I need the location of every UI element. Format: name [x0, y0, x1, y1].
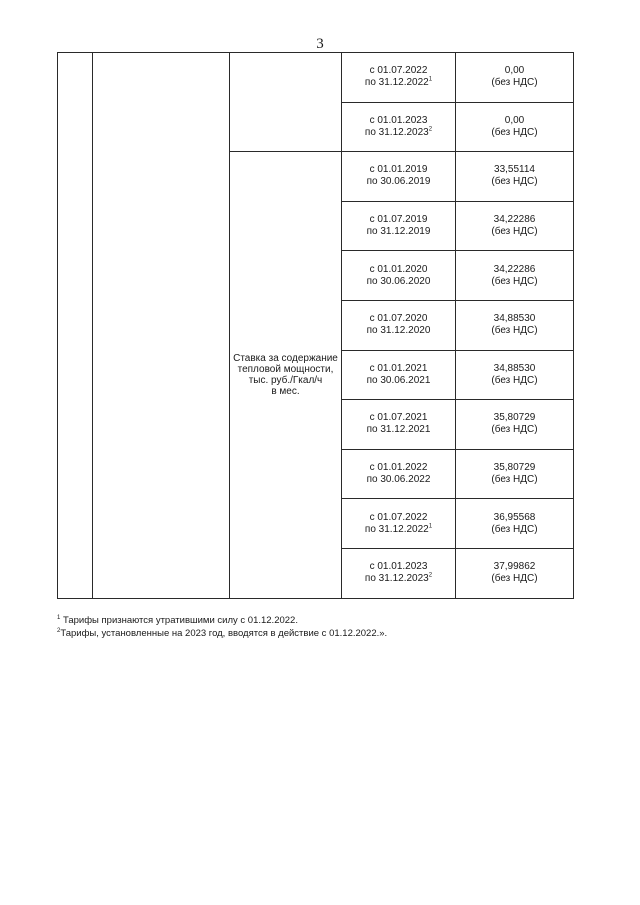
page-number: 3: [316, 36, 324, 52]
vat-note: (без НДС): [491, 374, 538, 386]
period-end: по 30.06.2019: [366, 176, 431, 188]
value-cell: [456, 350, 574, 400]
vat-note: (без НДС): [491, 77, 538, 89]
footnote-ref: 2: [428, 126, 433, 133]
period-cell: [342, 201, 456, 251]
period-start: с 01.01.2023: [369, 114, 428, 126]
tariff-value: 34,22286: [493, 263, 536, 275]
vat-note: (без НДС): [491, 176, 538, 188]
period-start: с 01.07.2019: [369, 214, 428, 226]
value-cell: [456, 152, 574, 202]
period-cell: [342, 300, 456, 350]
period-cell: [342, 251, 456, 301]
indicator-cell: [230, 152, 342, 598]
footnote-text: Тарифы признаются утратившими силу с 01.12.2022.: [62, 615, 298, 626]
tariff-table: [57, 52, 574, 599]
period-start: с 01.07.2021: [369, 412, 428, 424]
period-cell: [342, 152, 456, 202]
vat-note: (без НДС): [491, 573, 538, 585]
period-start: с 01.01.2020: [369, 263, 428, 275]
period-end: по 31.12.2023$^2$: [364, 572, 433, 585]
tariff-value: 36,95568: [493, 511, 536, 523]
period-cell: [342, 548, 456, 598]
period-end: по 31.12.2022$^1$: [364, 76, 433, 89]
value-cell: [456, 300, 574, 350]
period-end: по 30.06.2021: [366, 374, 431, 386]
vat-note: (без НДС): [491, 474, 538, 486]
period-start: с 01.01.2022: [369, 462, 428, 474]
indicator-label-line: тыс. руб./Гкал/ч: [248, 374, 323, 386]
footnote-text: Тарифы, установленные на 2023 год, вводятся в действие с 01.12.2022.».: [60, 628, 388, 639]
footnote-ref: 1: [428, 523, 433, 530]
period-start: с 01.01.2019: [369, 164, 428, 176]
footnote: [57, 614, 577, 627]
period-cell: [342, 499, 456, 549]
value-cell: [456, 201, 574, 251]
indicator-label-line: в мес.: [271, 385, 300, 397]
vat-note: (без НДС): [491, 126, 538, 138]
period-start: с 01.01.2023: [369, 561, 428, 573]
value-cell: [456, 548, 574, 598]
period-end: по 31.12.2020: [366, 325, 431, 337]
tariff-value: 35,80729: [493, 412, 536, 424]
period-cell: [342, 400, 456, 450]
period-end: по 31.12.2023$^2$: [364, 126, 433, 138]
vat-note: (без НДС): [491, 226, 538, 238]
period-end: по 31.12.2022$^1$: [364, 523, 433, 535]
value-cell: [456, 400, 574, 450]
tariff-value: 33,55114: [494, 164, 535, 176]
vat-note: (без НДС): [491, 523, 538, 535]
value-cell: [456, 251, 574, 301]
footnote-ref: 2: [428, 572, 433, 579]
period-end: по 31.12.2019: [366, 226, 431, 238]
number-cell: [58, 53, 93, 599]
indicator-label-line: тепловой мощности,: [237, 363, 334, 375]
vat-note: (без НДС): [491, 325, 538, 337]
tariff-value: 0,00: [504, 114, 525, 126]
period-end: по 31.12.2021: [366, 424, 431, 436]
period-cell: [342, 53, 456, 103]
period-cell: [342, 449, 456, 499]
footnote: [57, 627, 577, 640]
tariff-value: 34,22286: [493, 214, 536, 226]
footnote-mark: 2: [57, 627, 61, 634]
value-cell: [456, 499, 574, 549]
tariff-value: 34,88530: [493, 313, 536, 325]
period-cell: [342, 102, 456, 152]
period-start: с 01.01.2021: [369, 362, 428, 374]
footnote-ref: 1: [428, 76, 433, 83]
value-cell: [456, 102, 574, 152]
period-cell: [342, 350, 456, 400]
vat-note: (без НДС): [491, 424, 538, 436]
period-end: по 30.06.2022: [366, 474, 431, 486]
indicator-cell-empty: [230, 53, 342, 152]
period-start: с 01.07.2022: [369, 65, 428, 77]
tariff-value: 34,88530: [493, 362, 536, 374]
period-start: с 01.07.2020: [369, 313, 428, 325]
table-row: [58, 53, 574, 103]
footnotes: [57, 614, 577, 640]
footnote-mark: 1: [57, 614, 61, 621]
tariff-value: 0,00: [504, 65, 525, 77]
vat-note: (без НДС): [491, 275, 538, 287]
value-cell: [456, 53, 574, 103]
indicator-label-line: Ставка за содержание: [233, 352, 338, 364]
tariff-value: 37,99862: [493, 561, 536, 573]
period-start: с 01.07.2022: [369, 511, 428, 523]
value-cell: [456, 449, 574, 499]
tariff-value: 35,80729: [493, 462, 536, 474]
organization-cell: [93, 53, 230, 599]
period-end: по 30.06.2020: [366, 275, 431, 287]
